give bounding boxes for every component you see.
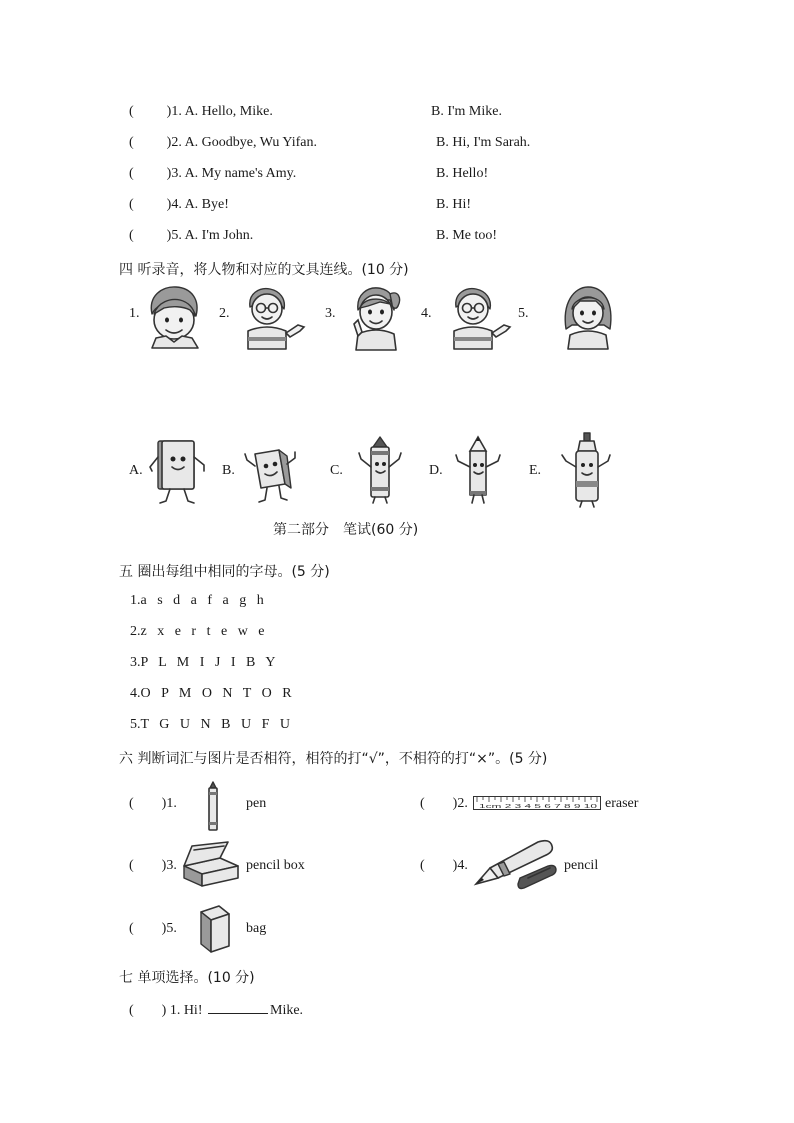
q1-option-b: B. I'm Mike. (431, 104, 502, 119)
eraser-character-icon[interactable] (243, 444, 299, 504)
q3-row: ( )3. A. My name's Amy. (129, 166, 297, 181)
answer-paren[interactable]: ( (129, 166, 134, 181)
option-a: 3. A. My name's Amy. (171, 166, 297, 181)
section5-title: 五 圈出每组中相同的字母。(5 分) (119, 564, 330, 580)
letter-row-2[interactable]: 2.z x e r t e w e (130, 624, 265, 639)
q2-option-b: B. Hi, I'm Sarah. (436, 135, 531, 150)
q4-option-b: B. Hi! (436, 197, 471, 212)
judge-item-1: ( )1. (129, 796, 177, 811)
judge-word-2: eraser (605, 796, 639, 811)
boy-glasses-icon[interactable] (240, 287, 306, 349)
glue-character-icon[interactable] (560, 433, 614, 507)
person-label-2: 2. (219, 306, 230, 321)
ruler-icon (473, 796, 601, 810)
answer-paren[interactable]: ( (129, 796, 134, 811)
crayon-icon (206, 782, 220, 832)
option-a: 2. A. Goodbye, Wu Yifan. (171, 135, 317, 150)
answer-paren[interactable]: ( (420, 796, 425, 811)
answer-paren[interactable]: ( (420, 858, 425, 873)
judge-item-4: ( )4. (420, 858, 468, 873)
item-label-e: E. (529, 463, 542, 478)
q5-option-b: B. Me too! (436, 228, 498, 243)
option-a: 1. A. Hello, Mike. (171, 104, 273, 119)
judge-item-3: ( )3. (129, 858, 177, 873)
q2-row: ( )2. A. Goodbye, Wu Yifan. (129, 135, 317, 150)
q1-row: ( )1. A. Hello, Mike. (129, 104, 273, 119)
section7-title: 七 单项选择。(10 分) (119, 970, 255, 986)
letter-row-4[interactable]: 4.O P M O N T O R (130, 686, 292, 701)
person-label-3: 3. (325, 306, 336, 321)
girl-long-hair-icon[interactable] (562, 285, 614, 349)
letter-row-5[interactable]: 5.T G U N B U F U (130, 717, 290, 732)
section4-title: 四 听录音，将人物和对应的文具连线。(10 分) (119, 262, 409, 278)
section6-title: 六 判断词汇与图片是否相符，相符的打“√”，不相符的打“×”。(5 分) (119, 751, 548, 767)
item-label-b: B. (222, 463, 235, 478)
boy-portrait-icon[interactable] (146, 284, 202, 348)
item-label-c: C. (330, 463, 343, 478)
book-character-icon[interactable] (148, 437, 208, 505)
crayon-character-icon[interactable] (355, 437, 405, 503)
judge-word-3: pencil box (246, 858, 305, 873)
judge-item-5: ( )5. (129, 921, 177, 936)
book-icon (199, 904, 231, 954)
answer-paren[interactable]: ( (129, 228, 134, 243)
judge-word-5: bag (246, 921, 267, 936)
part2-title: 第二部分 笔试(60 分) (273, 522, 419, 538)
pencil-box-icon (180, 842, 242, 888)
letter-row-1[interactable]: 1.a s d a f a g h (130, 593, 264, 608)
person-label-1: 1. (129, 306, 140, 321)
item-label-d: D. (429, 463, 443, 478)
option-a: 5. A. I'm John. (171, 228, 254, 243)
answer-paren[interactable]: ( (129, 858, 134, 873)
letter-row-3[interactable]: 3.P L M I J I B Y (130, 655, 276, 670)
judge-word-4: pencil (564, 858, 599, 873)
q5-row: ( )5. A. I'm John. (129, 228, 254, 243)
choice-q1: ( ) 1. Hi! Mike. (129, 1003, 304, 1018)
person-label-4: 4. (421, 306, 432, 321)
q4-row: ( )4. A. Bye! (129, 197, 229, 212)
fountain-pen-icon (472, 838, 558, 892)
answer-paren[interactable]: ( (129, 135, 134, 150)
answer-blank[interactable] (208, 1001, 268, 1014)
option-a: 4. A. Bye! (171, 197, 229, 212)
person-label-5: 5. (518, 306, 529, 321)
q3-option-b: B. Hello! (436, 166, 489, 181)
item-label-a: A. (129, 463, 143, 478)
pencil-character-icon[interactable] (452, 437, 504, 503)
boy-glasses-icon-2[interactable] (446, 287, 512, 349)
girl-ponytail-icon[interactable] (350, 284, 402, 350)
ruler-ticks: 1cm 2 3 4 5 6 7 8 9 10 (479, 804, 597, 810)
answer-paren[interactable]: ( (129, 197, 134, 212)
judge-word-1: pen (246, 796, 267, 811)
judge-item-2: ( )2. (420, 796, 468, 811)
answer-paren[interactable]: ( (129, 921, 134, 936)
answer-paren[interactable]: ( (129, 104, 134, 119)
